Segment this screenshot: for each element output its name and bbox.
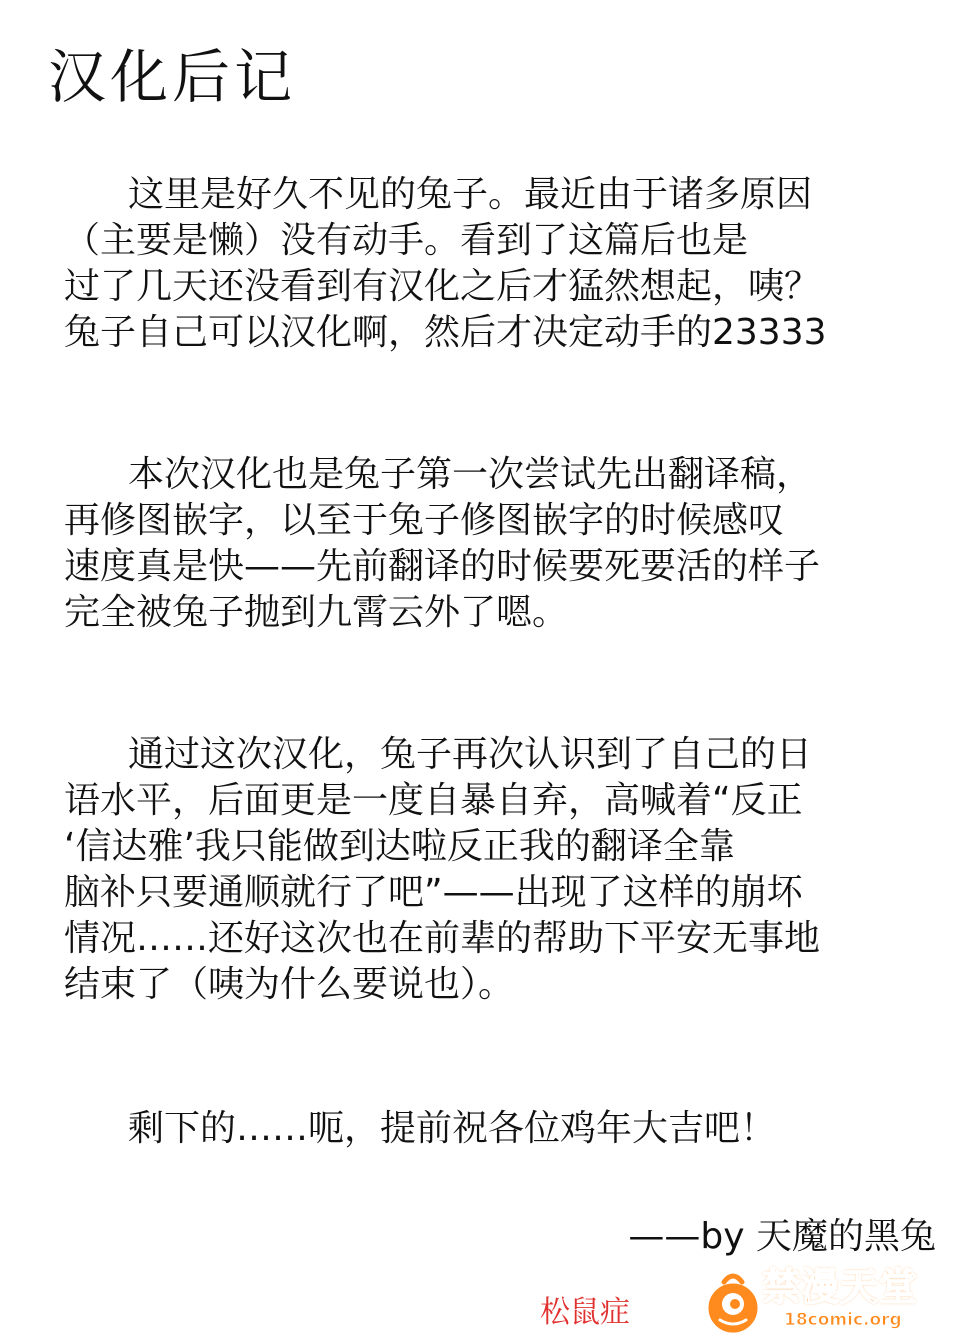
paragraph-1 [64, 172, 924, 356]
paragraph-line: （主要是懒）没有动手。看到了这篇后也是 [64, 220, 749, 261]
paragraph-line: 兔子自己可以汉化啊，然后才决定动手的23333 [64, 312, 827, 353]
paragraph-line: 剩下的……呃，提前祝各位鸡年大吉吧！ [128, 1108, 777, 1149]
paragraph-line: 本次汉化也是兔子第一次尝试先出翻译稿， [128, 454, 813, 495]
paragraph-4 [64, 1106, 924, 1152]
paragraph-line: 结束了（咦为什么要说也）。 [64, 964, 515, 1005]
logo-url-text: 18comic.org [784, 1310, 902, 1330]
mascot-icon [700, 1272, 766, 1338]
paragraph-line: 这里是好久不见的兔子。最近由于诸多原因 [128, 174, 813, 215]
scanlation-group-text: 松鼠症 [540, 1295, 630, 1330]
paragraph-line: 脑补只要通顺就行了吧”——出现了这样的崩坏 [64, 872, 803, 913]
paragraph-line: ‘信达雅’我只能做到达啦反正我的翻译全靠 [64, 826, 735, 867]
site-logo [700, 1266, 930, 1340]
paragraph-line: 完全被兔子抛到九霄云外了嗯。 [64, 592, 569, 633]
paragraph-line: 再修图嵌字，以至于兔子修图嵌字的时候感叹 [64, 500, 785, 541]
paragraph-line: 情况……还好这次也在前辈的帮助下平安无事地 [64, 918, 821, 959]
paragraph-2 [64, 452, 924, 636]
paragraph-line: 速度真是快——先前翻译的时候要死要活的样子 [64, 546, 821, 587]
paragraph-line: 通过这次汉化，兔子再次认识到了自己的日 [128, 734, 813, 775]
page-title: 汉化后记 [48, 43, 297, 111]
logo-main-text: 禁漫天堂 [762, 1265, 919, 1309]
paragraph-3 [64, 732, 924, 1008]
paragraph-line: 语水平，后面更是一度自暴自弃，高喊着“反正 [64, 780, 803, 821]
paragraph-line: 过了几天还没看到有汉化之后才猛然想起，咦？ [64, 266, 821, 307]
signature: ——by 天魔的黑兔 [628, 1216, 936, 1257]
